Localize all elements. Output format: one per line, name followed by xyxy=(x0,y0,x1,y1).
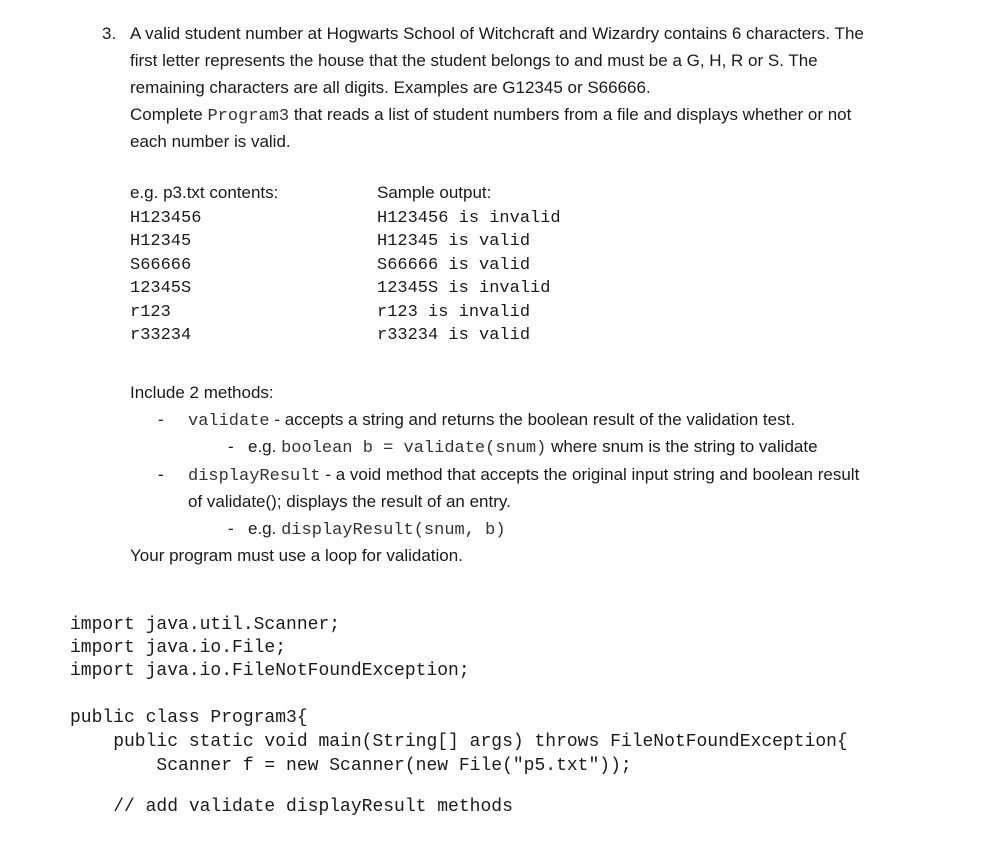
validate-description: - accepts a string and returns the boolean result of the validation test. xyxy=(269,410,796,429)
input-line: r123 xyxy=(130,302,171,322)
display-line xyxy=(188,465,859,486)
sub-bullet-dash: - xyxy=(228,437,234,456)
sub-bullet-dash: - xyxy=(228,519,234,538)
question-line-3: remaining characters are all digits. Examples are G12345 or S66666. xyxy=(130,78,651,97)
code-line: import java.io.File; xyxy=(70,638,287,658)
code-line: import java.util.Scanner; xyxy=(70,615,341,635)
output-line: H12345 is valid xyxy=(377,232,531,252)
question-number: 3. xyxy=(102,24,117,43)
display-method-name: displayResult xyxy=(188,467,321,486)
output-line: 12345S is invalid xyxy=(377,279,551,299)
input-list xyxy=(130,207,201,347)
question-line-1: A valid student number at Hogwarts School of Witchcraft and Wizardry contains 6 characters. The xyxy=(130,24,864,43)
loop-note: Your program must use a loop for validation. xyxy=(130,546,463,565)
question-line-5: each number is valid. xyxy=(130,132,291,151)
validate-eg-code: boolean b = validate(snum) xyxy=(281,439,547,458)
code-comment: // add validate displayResult methods xyxy=(70,797,513,817)
display-description-2: of validate(); displays the result of an entry. xyxy=(188,492,511,511)
question-line-4 xyxy=(130,105,851,126)
question-line-2: first letter represents the house that the student belongs to and must be a G, H, R or S. The xyxy=(130,51,818,70)
input-line: 12345S xyxy=(130,279,192,299)
input-line: r33234 xyxy=(130,325,192,345)
display-eg-prefix: e.g. xyxy=(248,519,282,538)
validate-line xyxy=(188,410,795,431)
validate-eg-suffix: where snum is the string to validate xyxy=(546,437,818,456)
display-description: - a void method that accepts the original input string and boolean result xyxy=(320,465,860,484)
output-line: H123456 is invalid xyxy=(377,209,561,228)
output-line: r123 is invalid xyxy=(377,302,531,322)
output-label: Sample output: xyxy=(377,183,492,202)
code-line: public class Program3{ xyxy=(70,708,308,728)
input-line: S66666 xyxy=(130,255,192,275)
output-line: r33234 is valid xyxy=(377,325,531,345)
output-line: S66666 is valid xyxy=(377,255,531,275)
complete-prefix: Complete xyxy=(130,105,208,124)
bullet-dash: - xyxy=(158,410,164,429)
code-line: Scanner f = new Scanner(new File("p5.txt")); xyxy=(70,756,632,776)
bullet-dash: - xyxy=(158,465,164,484)
methods-heading: Include 2 methods: xyxy=(130,383,274,402)
validate-example xyxy=(248,437,818,458)
code-line: import java.io.FileNotFoundException; xyxy=(70,661,470,681)
code-line: public static void main(String[] args) throws FileNotFoundException{ xyxy=(70,732,848,752)
input-line: H12345 xyxy=(130,232,192,252)
output-list xyxy=(377,207,561,347)
program-name: Program3 xyxy=(207,107,290,126)
validate-method-name: validate xyxy=(188,412,270,431)
validate-eg-prefix: e.g. xyxy=(248,437,282,456)
complete-suffix: that reads a list of student numbers from a file and displays whether or not xyxy=(289,105,852,124)
display-eg-code: displayResult(snum, b) xyxy=(281,521,506,540)
input-label: e.g. p3.txt contents: xyxy=(130,183,279,202)
display-example xyxy=(248,519,506,540)
input-line: H123456 xyxy=(130,209,202,228)
